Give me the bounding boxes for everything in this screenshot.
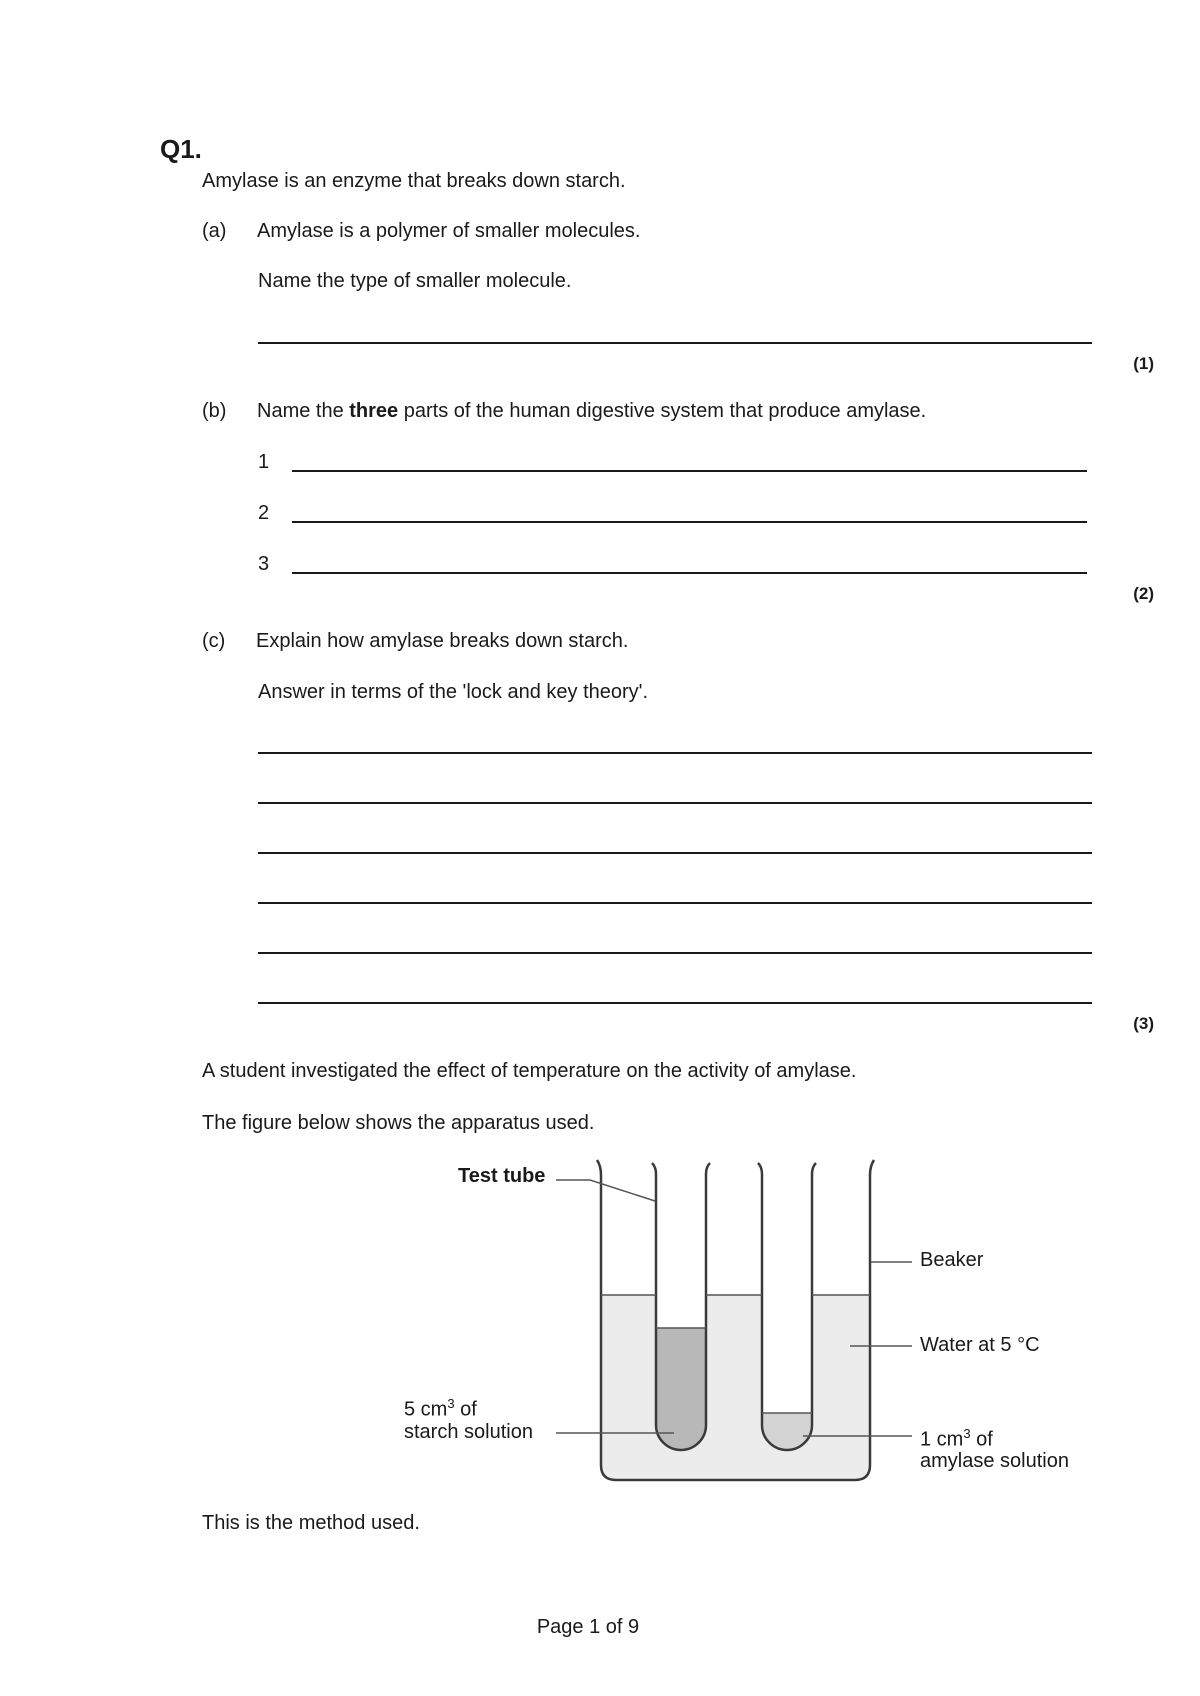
part-a-instruction: Name the type of smaller molecule.: [258, 270, 572, 292]
part-b-marks: (2): [1133, 584, 1154, 603]
question-intro: Amylase is an enzyme that breaks down starch.: [202, 170, 626, 192]
emphasis-three: three: [349, 400, 399, 422]
part-b-label: (b): [202, 400, 227, 422]
label-test-tube: Test tube: [458, 1165, 546, 1187]
label-beaker: Beaker: [920, 1249, 984, 1271]
starch-solution: [656, 1328, 706, 1450]
answer-number-1: 1: [258, 451, 270, 473]
part-a-marks: (1): [1133, 354, 1154, 373]
investigation-text: A student investigated the effect of temperature on the activity of amylase.: [202, 1060, 857, 1082]
part-c-instruction: Answer in terms of the 'lock and key theory'.: [258, 681, 649, 703]
label-amylase-amount: 1 $cm^3$ of: [920, 1426, 993, 1451]
part-a-label: (a): [202, 220, 227, 242]
method-intro-text: This is the method used.: [202, 1512, 420, 1534]
label-water: Water at 5 °C: [920, 1334, 1040, 1356]
test-tube-2-interior: [762, 1172, 812, 1450]
page-number: Page 1 of 9: [536, 1616, 640, 1638]
question-number: Q1.: [160, 134, 202, 164]
part-a-text: Amylase is a polymer of smaller molecules.: [257, 220, 641, 242]
label-starch-amount: 5 $cm^3$ of: [404, 1396, 477, 1421]
part-c-marks: (3): [1133, 1014, 1154, 1033]
part-c-label: (c): [202, 630, 226, 652]
answer-number-3: 3: [258, 553, 270, 575]
part-b-text: Name the three parts of the human digestive system that produce amylase.: [257, 400, 927, 422]
label-amylase-solution: amylase solution: [920, 1450, 1069, 1472]
label-starch-solution: starch solution: [404, 1421, 533, 1443]
figure-intro-text: The figure below shows the apparatus used.: [202, 1112, 595, 1134]
beaker-water: [601, 1295, 870, 1480]
part-c-text: Explain how amylase breaks down starch.: [256, 630, 629, 652]
answer-number-2: 2: [258, 502, 270, 524]
